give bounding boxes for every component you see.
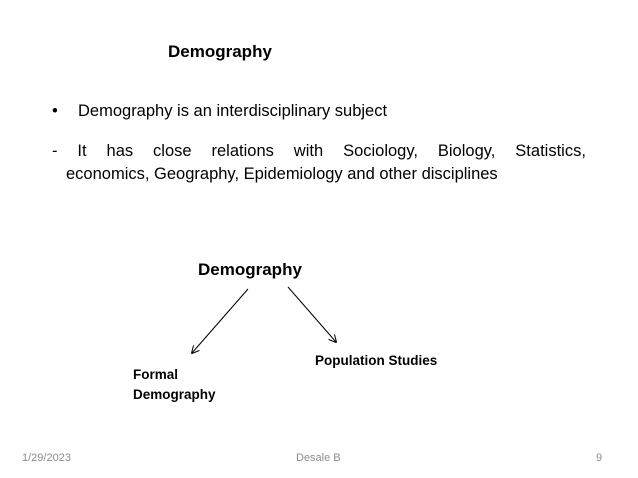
dash-line-2: economics, Geography, Epidemiology and other disciplines	[66, 165, 498, 183]
bullet-item	[52, 102, 387, 121]
dash-word: relations	[211, 142, 274, 160]
dash-word: close	[153, 142, 192, 160]
dash-word: -	[52, 142, 58, 160]
dash-word: Biology,	[437, 142, 496, 160]
node-formal-line-2: Demography	[133, 387, 216, 402]
dash-word: It	[77, 142, 87, 160]
footer-author: Desale B	[296, 452, 341, 464]
node-population-studies: Population Studies	[315, 353, 438, 368]
footer-date: 1/29/2023	[22, 452, 71, 464]
bullet-text: Demography is an interdisciplinary subject	[78, 102, 388, 120]
node-formal-demography	[133, 365, 216, 405]
arrow-to-formal-demography	[192, 289, 248, 353]
bullet-symbol: •	[52, 102, 58, 120]
dash-word: Sociology,	[343, 142, 418, 160]
slide-title: Demography	[168, 42, 272, 61]
footer-page-number: 9	[596, 452, 603, 464]
dash-word: has	[106, 142, 134, 160]
dash-word: with	[293, 142, 324, 160]
dash-line-1	[52, 140, 586, 163]
dash-word: Statistics,	[515, 142, 586, 160]
arrow-to-population-studies	[288, 287, 336, 342]
node-formal-line-1: Formal	[133, 367, 179, 382]
dash-paragraph	[52, 140, 586, 186]
diagram-root-label: Demography	[198, 260, 302, 279]
